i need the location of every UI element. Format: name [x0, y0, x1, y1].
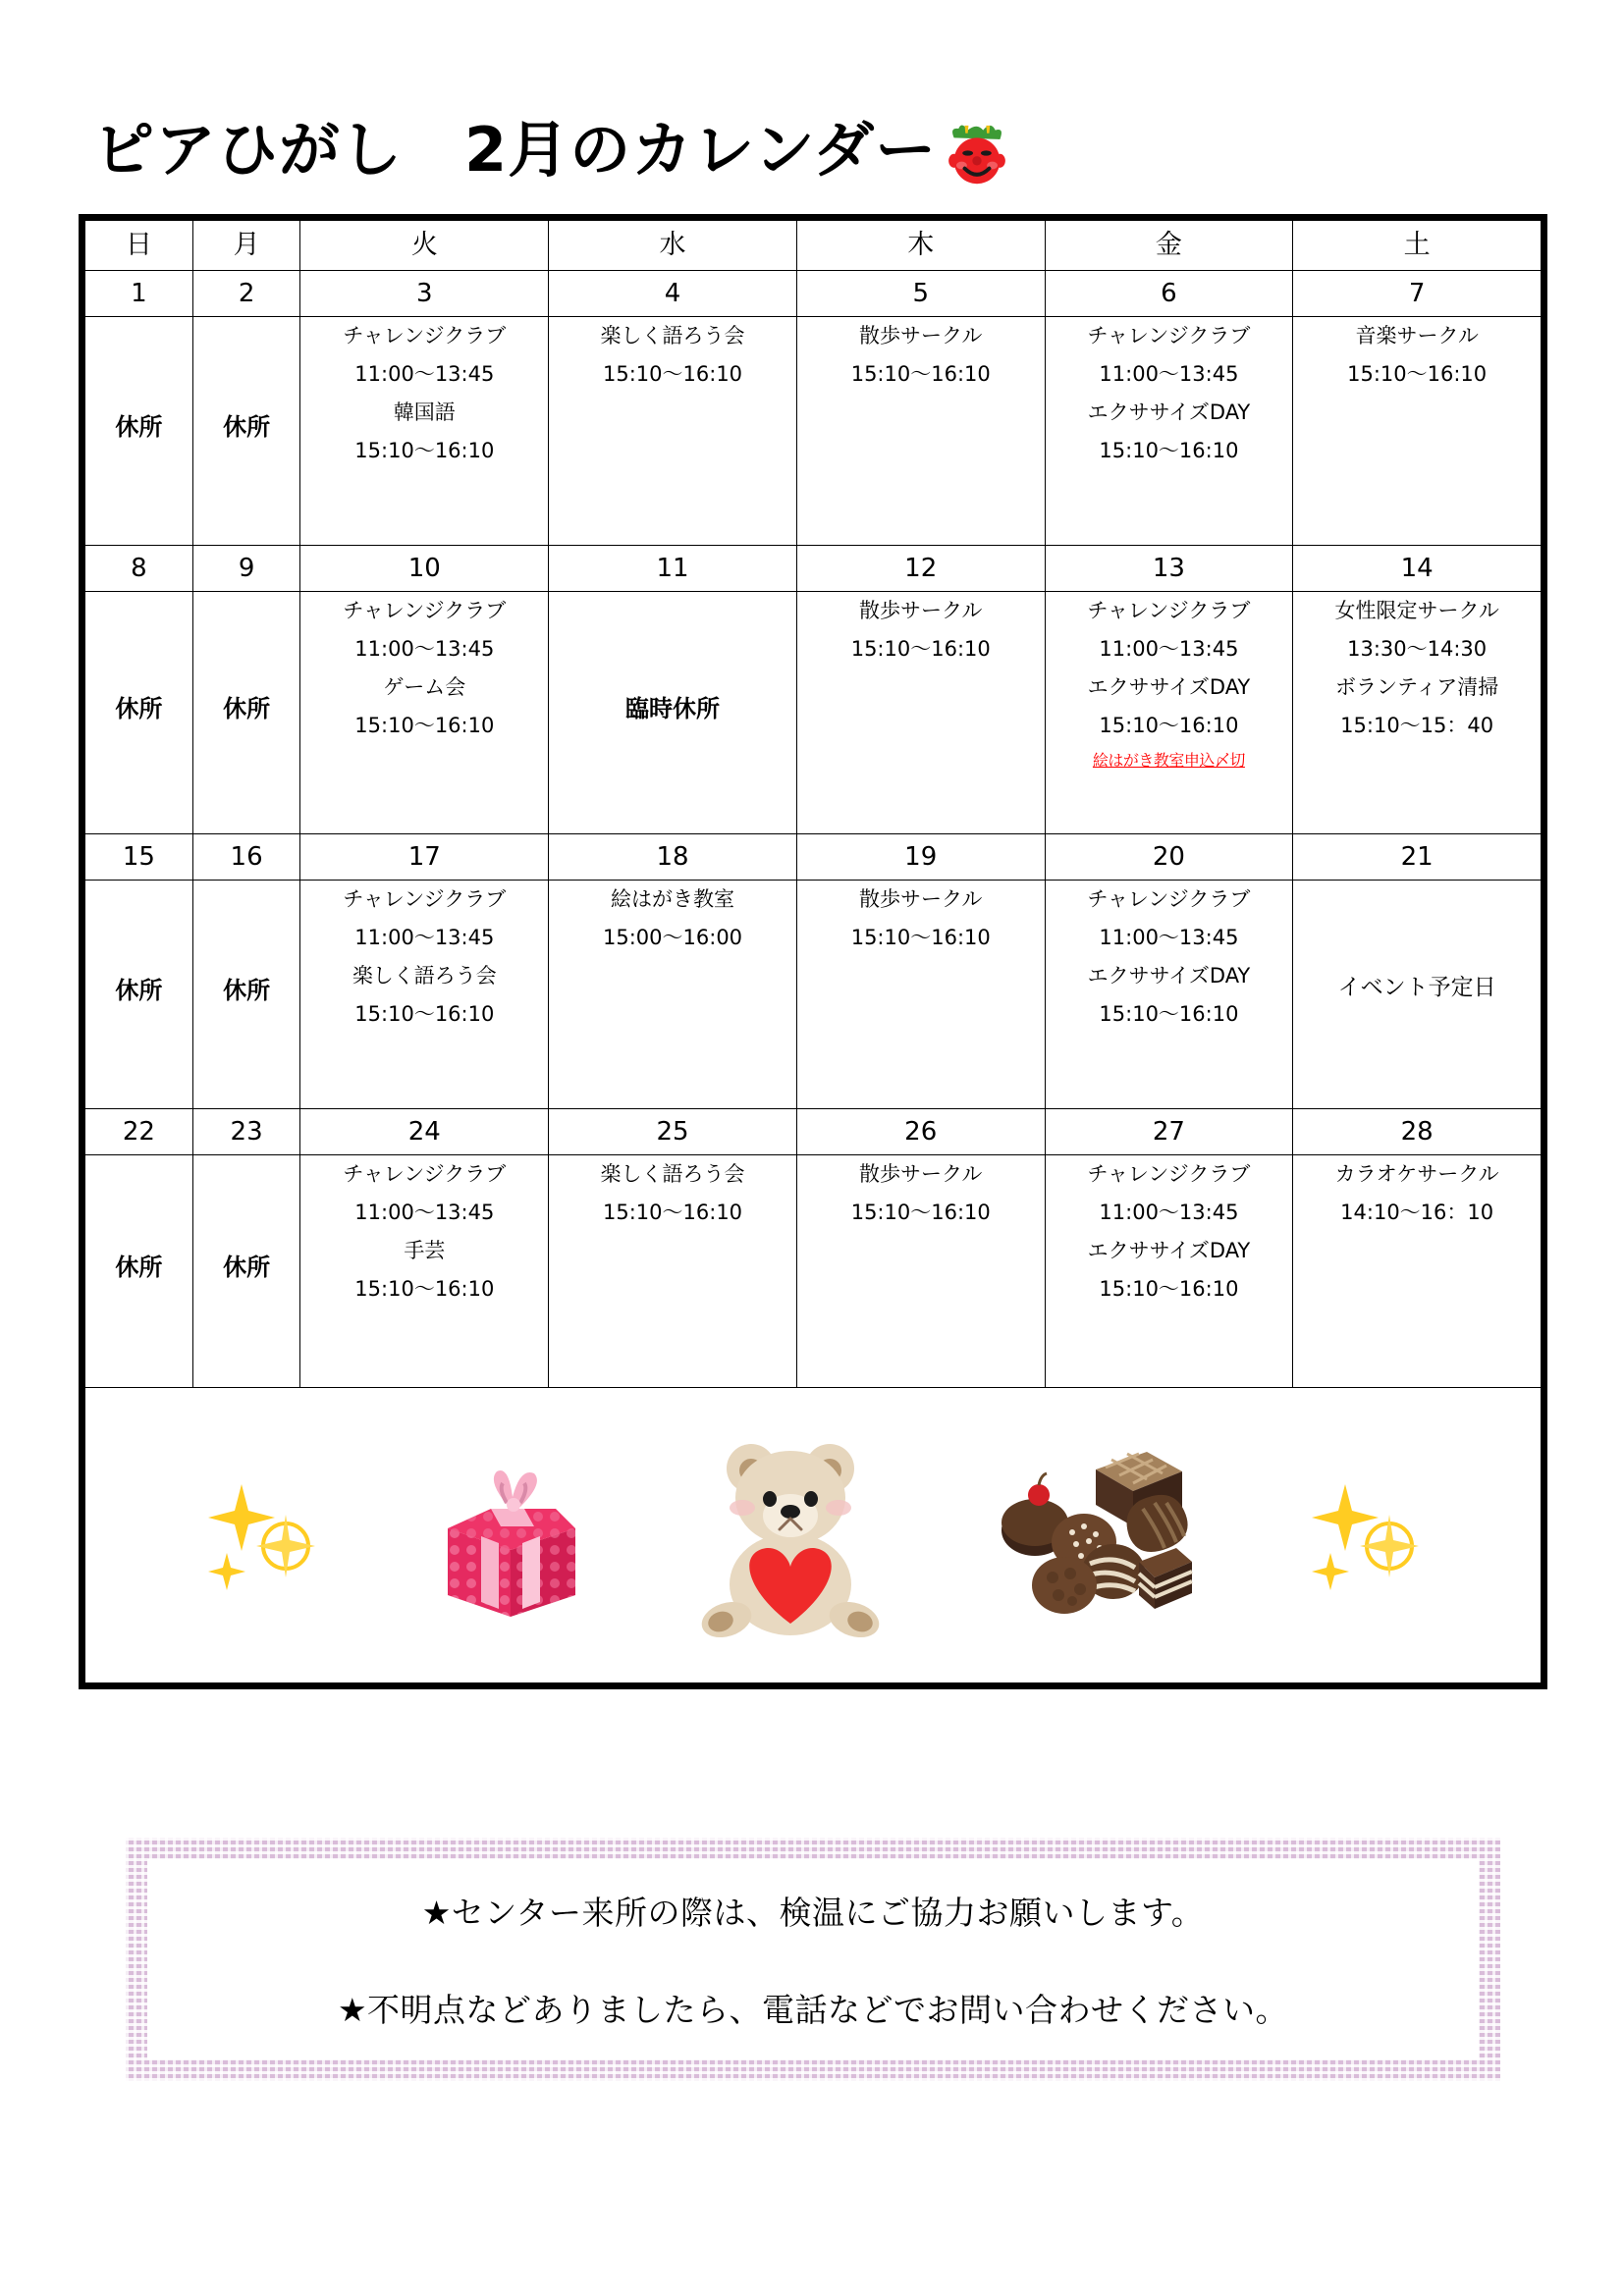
event-line: 散歩サークル — [859, 1162, 983, 1186]
day-number: 8 — [85, 546, 193, 592]
event-line: チャレンジクラブ — [343, 324, 507, 347]
event-line: 楽しく語ろう会 — [600, 1162, 745, 1186]
day-number: 2 — [192, 271, 300, 317]
event-line: 15:10～16:10 — [1099, 713, 1239, 737]
teddy-bear-heart-icon — [697, 1427, 884, 1643]
day-cell — [192, 881, 300, 1109]
event-line: 女性限定サークル — [1334, 599, 1499, 622]
closed-label: 休所 — [223, 412, 271, 441]
day-number: 25 — [549, 1109, 797, 1155]
event-line: 散歩サークル — [859, 599, 983, 622]
temporary-closure-label: 臨時休所 — [625, 694, 721, 722]
sparkle-icon — [197, 1460, 325, 1612]
day-cell — [192, 317, 300, 546]
calendar-frame — [79, 214, 1547, 1689]
event-line: 14:10～16：10 — [1340, 1200, 1494, 1224]
day-cell — [796, 317, 1045, 546]
dow-tue: 火 — [300, 221, 549, 271]
day-number: 24 — [300, 1109, 549, 1155]
event-line: 15:10～16:10 — [1099, 438, 1239, 462]
day-number: 3 — [300, 271, 549, 317]
date-row — [85, 271, 1542, 317]
event-line: 11:00～13:45 — [1099, 1200, 1239, 1224]
day-cell — [1293, 317, 1542, 546]
event-line: カラオケサークル — [1334, 1162, 1499, 1186]
day-cell — [85, 1155, 193, 1388]
event-line: 11:00～13:45 — [354, 1200, 495, 1224]
day-number: 26 — [796, 1109, 1045, 1155]
day-cell — [796, 592, 1045, 834]
day-number: 11 — [549, 546, 797, 592]
event-line: 15:10～16:10 — [1099, 1276, 1239, 1301]
event-line: 韓国語 — [393, 400, 456, 424]
gift-box-icon — [430, 1442, 592, 1629]
day-number: 4 — [549, 271, 797, 317]
day-cell — [1045, 592, 1293, 834]
notice-line-1: ★センター来所の際は、検温にご協力お願いします。 — [421, 1894, 1205, 1932]
day-of-week-header-row — [85, 221, 1542, 271]
day-cell — [192, 592, 300, 834]
event-line: 15:10～16:10 — [354, 1001, 495, 1026]
dow-wed: 水 — [549, 221, 797, 271]
event-line: 13:30～14:30 — [1347, 636, 1488, 661]
event-line: 11:00～13:45 — [354, 636, 495, 661]
day-cell — [1293, 881, 1542, 1109]
event-line: 音楽サークル — [1355, 324, 1479, 347]
event-row — [85, 1155, 1542, 1388]
event-line: 15:10～16:10 — [850, 636, 991, 661]
event-line: 散歩サークル — [859, 887, 983, 911]
closed-label: 休所 — [223, 1253, 271, 1281]
closed-label: 休所 — [115, 1253, 163, 1281]
dow-thu: 木 — [796, 221, 1045, 271]
event-line: ゲーム会 — [383, 674, 466, 699]
day-number: 18 — [549, 834, 797, 881]
event-line: 散歩サークル — [859, 324, 983, 347]
event-line: ボランティア清掃 — [1334, 674, 1499, 699]
event-row — [85, 317, 1542, 546]
day-cell — [1045, 881, 1293, 1109]
calendar-table — [84, 220, 1542, 1683]
event-line: チャレンジクラブ — [343, 887, 507, 911]
notice-inner — [147, 1859, 1479, 2059]
day-number: 1 — [85, 271, 193, 317]
day-cell — [300, 317, 549, 546]
notice-line-2: ★不明点などありましたら、電話などでお問い合わせください。 — [337, 1991, 1289, 2029]
event-line: 15:00～16:00 — [603, 925, 743, 949]
day-cell — [549, 1155, 797, 1388]
dow-mon: 月 — [192, 221, 300, 271]
day-cell — [300, 592, 549, 834]
day-number: 27 — [1045, 1109, 1293, 1155]
event-line: 15:10～16:10 — [354, 1276, 495, 1301]
day-cell — [300, 1155, 549, 1388]
event-line: チャレンジクラブ — [343, 599, 507, 622]
event-line: 15:10～15：40 — [1340, 713, 1494, 737]
day-cell — [796, 1155, 1045, 1388]
closed-label: 休所 — [223, 976, 271, 1004]
notice-box — [126, 1838, 1500, 2081]
day-number: 14 — [1293, 546, 1542, 592]
event-line: 手芸 — [404, 1238, 446, 1262]
event-line: エクササイズDAY — [1087, 400, 1251, 424]
event-line: チャレンジクラブ — [1087, 887, 1251, 911]
event-line: チャレンジクラブ — [1087, 599, 1251, 622]
event-line: エクササイズDAY — [1087, 1238, 1251, 1262]
application-deadline-label: 絵はがき教室申込〆切 — [1092, 751, 1245, 771]
day-number: 5 — [796, 271, 1045, 317]
day-cell — [85, 881, 193, 1109]
day-cell — [85, 592, 193, 834]
day-cell — [549, 317, 797, 546]
event-line: 楽しく語ろう会 — [600, 324, 745, 347]
date-row — [85, 1109, 1542, 1155]
dow-sun: 日 — [85, 221, 193, 271]
event-line: 11:00～13:45 — [354, 361, 495, 386]
day-number: 21 — [1293, 834, 1542, 881]
closed-label: 休所 — [115, 694, 163, 722]
event-line: 15:10～16:10 — [1099, 1001, 1239, 1026]
event-line: 絵はがき教室 — [611, 887, 735, 911]
date-row — [85, 546, 1542, 592]
day-number: 20 — [1045, 834, 1293, 881]
day-number: 13 — [1045, 546, 1293, 592]
illustration-cell — [85, 1388, 1542, 1683]
dow-sat: 土 — [1293, 221, 1542, 271]
day-number: 6 — [1045, 271, 1293, 317]
day-number: 19 — [796, 834, 1045, 881]
page-title-text: ピアひがし 2月のカレンダー — [93, 114, 938, 186]
day-cell — [796, 881, 1045, 1109]
day-number: 10 — [300, 546, 549, 592]
event-line: 15:10～16:10 — [603, 1200, 743, 1224]
event-line: 11:00～13:45 — [1099, 361, 1239, 386]
day-cell — [1293, 1155, 1542, 1388]
event-line: 15:10～16:10 — [1347, 361, 1488, 386]
chocolates-icon — [990, 1440, 1196, 1631]
day-number: 15 — [85, 834, 193, 881]
event-day-label: イベント予定日 — [1337, 974, 1496, 1000]
day-number: 28 — [1293, 1109, 1542, 1155]
day-number: 17 — [300, 834, 549, 881]
event-row — [85, 592, 1542, 834]
date-row — [85, 834, 1542, 881]
day-number: 9 — [192, 546, 300, 592]
day-cell — [192, 1155, 300, 1388]
illustration-row — [85, 1388, 1542, 1683]
sparkle-icon — [1301, 1460, 1429, 1612]
day-cell — [549, 592, 797, 834]
day-number: 23 — [192, 1109, 300, 1155]
event-line: チャレンジクラブ — [343, 1162, 507, 1186]
event-line: 15:10～16:10 — [850, 925, 991, 949]
day-cell — [549, 881, 797, 1109]
closed-label: 休所 — [115, 412, 163, 441]
event-line: 11:00～13:45 — [354, 925, 495, 949]
event-line: エクササイズDAY — [1087, 674, 1251, 699]
day-cell — [85, 317, 193, 546]
event-line: 11:00～13:45 — [1099, 636, 1239, 661]
event-line: 11:00～13:45 — [1099, 925, 1239, 949]
day-cell — [1045, 317, 1293, 546]
event-line: 15:10～16:10 — [354, 438, 495, 462]
day-number: 7 — [1293, 271, 1542, 317]
day-cell — [300, 881, 549, 1109]
event-line: 楽しく語ろう会 — [352, 963, 497, 988]
event-line: チャレンジクラブ — [1087, 1162, 1251, 1186]
dow-fri: 金 — [1045, 221, 1293, 271]
event-line: 15:10～16:10 — [850, 1200, 991, 1224]
day-number: 12 — [796, 546, 1045, 592]
event-line: チャレンジクラブ — [1087, 324, 1251, 347]
closed-label: 休所 — [223, 694, 271, 722]
day-cell — [1293, 592, 1542, 834]
event-line: 15:10～16:10 — [354, 713, 495, 737]
event-line: エクササイズDAY — [1087, 963, 1251, 988]
closed-label: 休所 — [115, 976, 163, 1004]
event-line: 15:10～16:10 — [850, 361, 991, 386]
page-title — [93, 106, 1015, 194]
tomato-face-icon — [939, 115, 1015, 191]
day-number: 16 — [192, 834, 300, 881]
day-cell — [1045, 1155, 1293, 1388]
event-line: 15:10～16:10 — [603, 361, 743, 386]
day-number: 22 — [85, 1109, 193, 1155]
event-row — [85, 881, 1542, 1109]
